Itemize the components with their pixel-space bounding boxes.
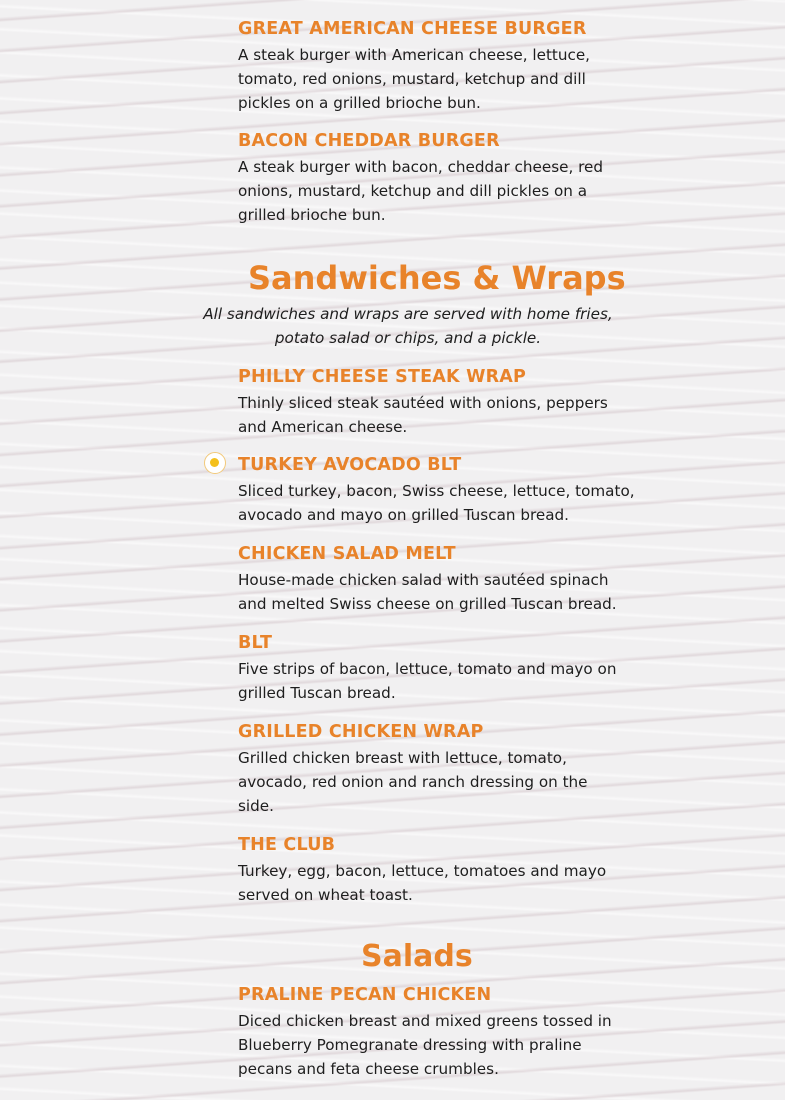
menu-item-title: GREAT AMERICAN CHEESE BURGER xyxy=(238,19,587,39)
section-heading: Sandwiches & Wraps xyxy=(248,259,626,297)
menu-item-title: PRALINE PECAN CHICKEN xyxy=(238,985,492,1005)
menu-item-title: GRILLED CHICKEN WRAP xyxy=(238,722,484,742)
menu-item-description: A steak burger with American cheese, lettuce, tomato, red onions, mustard, ketchup and dill pickles on a grilled brioche bun. xyxy=(238,46,591,112)
menu-item-description: Thinly sliced steak sautéed with onions, peppers and American cheese. xyxy=(238,394,608,436)
radio-dot-icon xyxy=(210,458,219,467)
menu-item-title: BLT xyxy=(238,633,273,653)
section-note: All sandwiches and wraps are served with home fries, potato salad or chips, and a pickle. xyxy=(203,305,613,347)
menu-item-description: Grilled chicken breast with lettuce, tomato, avocado, red onion and ranch dressing on the side. xyxy=(238,749,588,815)
menu-item-description: Turkey, egg, bacon, lettuce, tomatoes and mayo served on wheat toast. xyxy=(238,862,607,904)
selected-radio-icon[interactable] xyxy=(204,452,226,474)
menu-item-title: TURKEY AVOCADO BLT xyxy=(238,455,462,475)
menu-item-description: Sliced turkey, bacon, Swiss cheese, lettuce, tomato, avocado and mayo on grilled Tuscan bread. xyxy=(238,482,635,524)
menu-item-description: A steak burger with bacon, cheddar cheese, red onions, mustard, ketchup and dill pickles on a grilled brioche bun. xyxy=(238,158,604,224)
menu-item-description: House-made chicken salad with sautéed spinach and melted Swiss cheese on grilled Tuscan bread. xyxy=(238,571,617,613)
menu-item-title: PHILLY CHEESE STEAK WRAP xyxy=(238,367,527,387)
menu-item-title: THE CLUB xyxy=(238,835,336,855)
section-heading: Salads xyxy=(361,939,473,974)
menu-item-title: CHICKEN SALAD MELT xyxy=(238,544,456,564)
menu-item-title: BACON CHEDDAR BURGER xyxy=(238,131,500,151)
menu-item-description: Diced chicken breast and mixed greens tossed in Blueberry Pomegranate dressing with praline pecans and feta cheese crumbles. xyxy=(238,1012,612,1078)
menu-item-description: Five strips of bacon, lettuce, tomato and mayo on grilled Tuscan bread. xyxy=(238,660,617,702)
